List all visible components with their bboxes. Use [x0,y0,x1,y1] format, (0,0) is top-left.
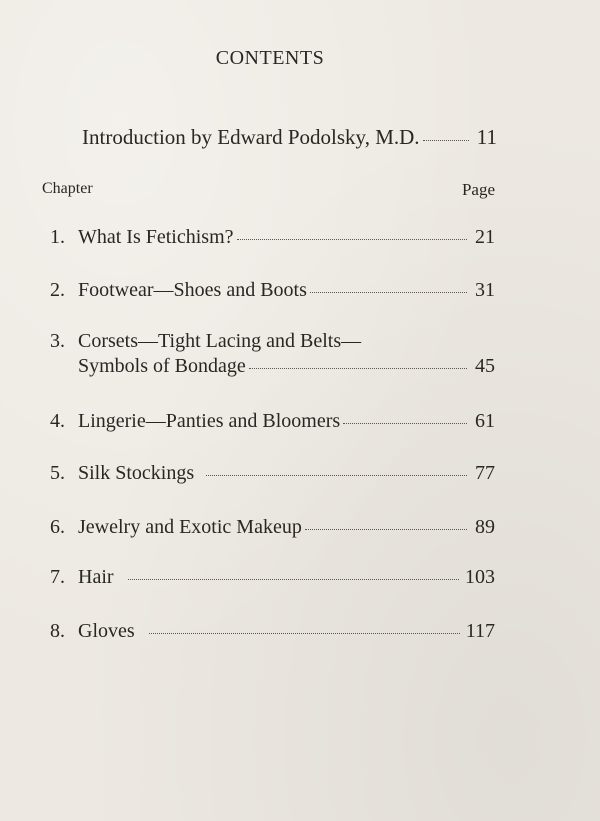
chapter-number: 8. [50,620,65,642]
chapter-title: Jewelry and Exotic Makeup [78,516,302,538]
chapter-entry-3 [50,330,495,378]
chapter-page-number: 21 [475,226,495,248]
chapter-entry-7 [50,566,495,589]
dot-leader [249,368,467,369]
dot-leader [128,579,459,580]
chapter-entry-1 [50,226,495,249]
dot-leader [237,239,467,240]
chapter-title: Lingerie—Panties and Bloomers [78,410,341,432]
chapter-page-number: 31 [475,279,495,301]
dot-leader [305,529,467,530]
chapter-number: 6. [50,516,65,538]
chapter-title-line-1: Corsets—Tight Lacing and Belts— [78,330,362,352]
chapter-number: 4. [50,410,65,432]
chapter-entry-6 [50,516,495,539]
chapter-page-number: 89 [475,516,495,538]
chapter-page-number: 77 [475,462,495,484]
column-headers [42,180,495,200]
chapter-title: Hair [78,566,114,588]
chapter-number: 5. [50,462,65,484]
dot-leader [343,423,467,424]
chapter-number: 3. [50,330,65,352]
dot-leader [310,292,467,293]
introduction-entry [82,125,497,150]
chapter-entry-2 [50,279,495,302]
introduction-page-number: 11 [476,125,497,149]
chapter-page-number: 61 [475,410,495,432]
page-title: CONTENTS [215,47,325,69]
chapter-title: Footwear—Shoes and Boots [78,279,307,301]
chapter-entry-4 [50,410,495,433]
chapter-number: 2. [50,279,65,301]
chapter-title: Gloves [78,620,135,642]
chapter-page-number: 103 [465,566,495,588]
chapter-number: 7. [50,566,65,588]
dot-leader [423,140,469,141]
chapter-entry-8 [50,620,495,643]
chapter-title: What Is Fetichism? [78,226,234,248]
dot-leader [149,633,460,634]
introduction-label: Introduction by Edward Podolsky, M.D. [82,125,420,149]
chapter-number: 1. [50,226,65,248]
chapter-title-line-2: Symbols of Bondage [78,355,246,377]
chapter-entry-5 [50,462,495,485]
dot-leader [206,475,467,476]
chapter-page-number: 45 [475,355,495,377]
page-column-header: Page [461,180,495,199]
chapter-column-header: Chapter [42,180,93,197]
chapter-title: Silk Stockings [78,462,195,484]
chapter-page-number: 117 [465,620,495,642]
